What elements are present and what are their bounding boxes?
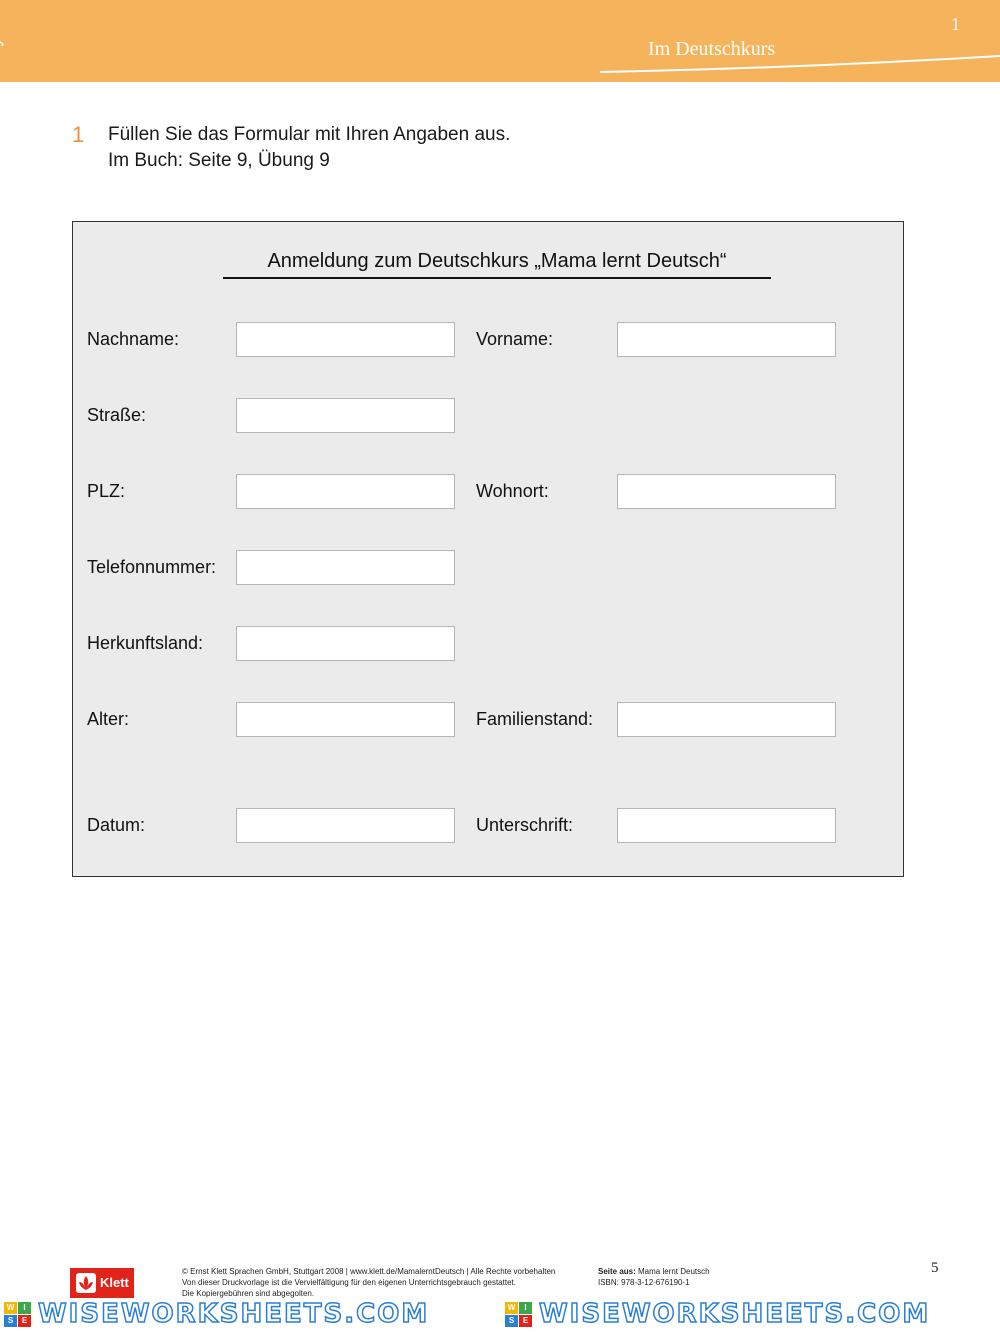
- plz-label: PLZ:: [87, 481, 126, 501]
- wohnort-label: Wohnort:: [476, 481, 549, 501]
- herkunftsland-label: Herkunftsland:: [87, 633, 204, 653]
- nachname-input[interactable]: [236, 322, 455, 357]
- datum-label: Datum:: [87, 815, 146, 835]
- telefonnummer-label: Telefonnummer:: [87, 557, 217, 577]
- registration-form: [72, 221, 904, 877]
- header-swoosh-graphic: [0, 0, 1000, 82]
- strasse-label: Straße:: [87, 405, 147, 425]
- form-title: Anmeldung zum Deutschkurs „Mama lernt Deutsch“: [223, 250, 771, 279]
- chapter-title: Im Deutschkurs: [648, 38, 776, 60]
- task-text: Füllen Sie das Formular mit Ihren Angaben aus.: [108, 124, 511, 145]
- alter-input[interactable]: [236, 702, 455, 737]
- watermark-strip: [0, 1298, 1000, 1332]
- copyright-suffix: | Alle Rechte vorbehalten: [464, 1267, 556, 1276]
- source-title: Mama lernt Deutsch: [635, 1267, 710, 1276]
- watermark-badge-icon: W I S E: [505, 1302, 533, 1328]
- familienstand-input[interactable]: [617, 702, 836, 737]
- copyright-line: [182, 1266, 555, 1277]
- watermark-badge-icon: W I S E: [4, 1302, 32, 1328]
- vorname-input[interactable]: [617, 322, 836, 357]
- chapter-header-band: [0, 0, 1000, 82]
- watermark-text: WISEWORKSHEETS.COM: [539, 1299, 931, 1329]
- unterschrift-label: Unterschrift:: [476, 815, 574, 835]
- strasse-input[interactable]: [236, 398, 455, 433]
- klett-flower-icon: [76, 1273, 96, 1293]
- wohnort-input[interactable]: [617, 474, 836, 509]
- book-reference: Im Buch: Seite 9, Übung 9: [108, 150, 330, 171]
- unterschrift-input[interactable]: [617, 808, 836, 843]
- copyright-prefix: © Ernst Klett Sprachen GmbH, Stuttgart 2008 |: [182, 1267, 351, 1276]
- familienstand-label: Familienstand:: [476, 709, 594, 729]
- copy-fee-note: Die Kopiergebühren sind abgegolten.: [182, 1289, 315, 1298]
- datum-input[interactable]: [236, 808, 455, 843]
- watermark-text: WISEWORKSHEETS.COM: [38, 1299, 430, 1329]
- klett-logo: [70, 1268, 134, 1298]
- copy-permission-note: Von dieser Druckvorlage ist die Vervielfältigung für den eigenen Unterrichtsgebrauch gestattet.: [182, 1278, 516, 1287]
- isbn: ISBN: 978-3-12-676190-1: [598, 1278, 690, 1287]
- source-label: Seite aus:: [598, 1267, 636, 1276]
- page-number: 5: [931, 1260, 939, 1276]
- plz-input[interactable]: [236, 474, 455, 509]
- task-number: 1: [72, 122, 85, 147]
- nachname-label: Nachname:: [87, 329, 180, 349]
- klett-website-link[interactable]: www.klett.de/MamalerntDeutsch: [350, 1267, 465, 1276]
- herkunftsland-input[interactable]: [236, 626, 455, 661]
- telefonnummer-input[interactable]: [236, 550, 455, 585]
- alter-label: Alter:: [87, 709, 130, 729]
- chapter-number: 1: [951, 14, 960, 34]
- vorname-label: Vorname:: [476, 329, 554, 349]
- klett-logo-text: Klett: [100, 1275, 129, 1290]
- source-line: [598, 1266, 710, 1277]
